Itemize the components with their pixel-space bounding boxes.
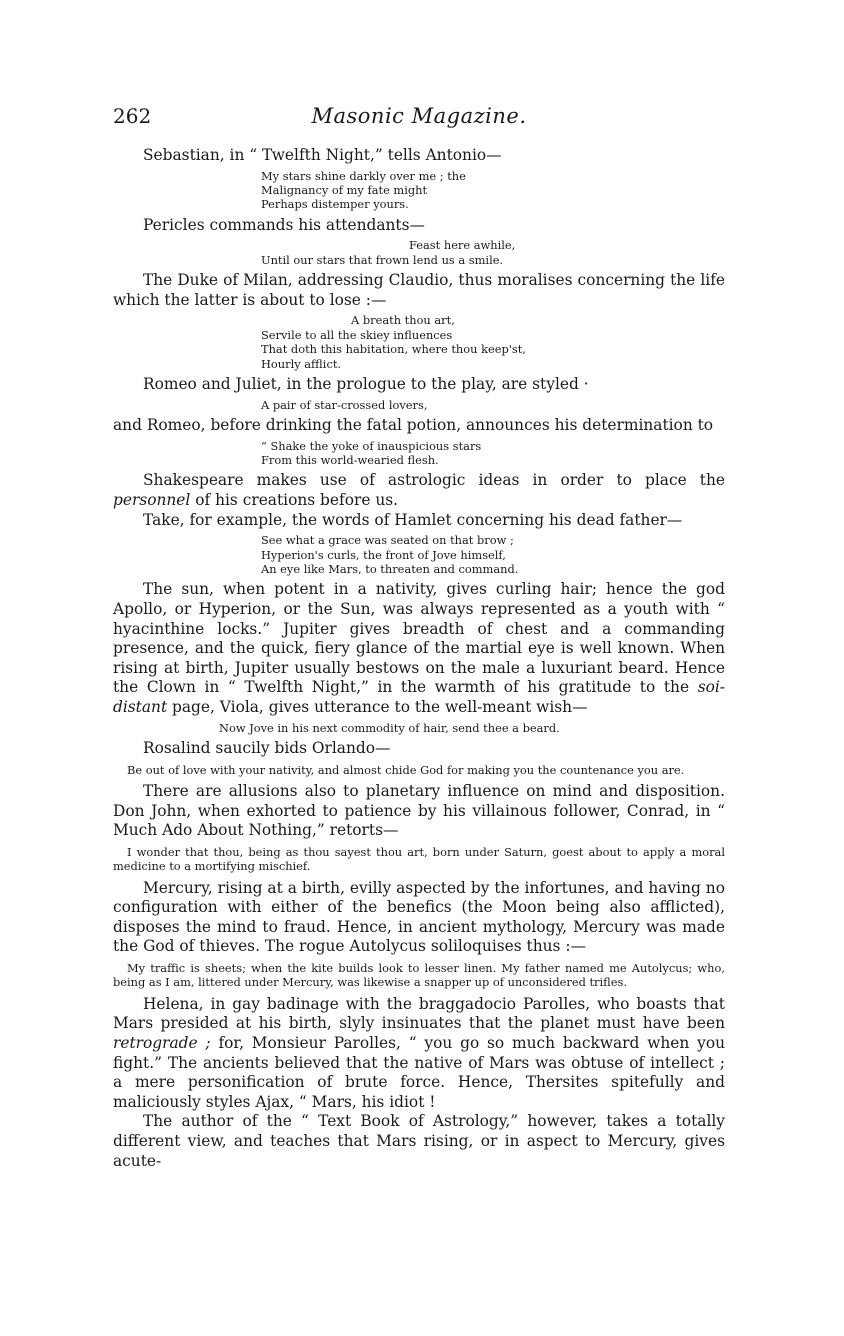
text-run: Shakespeare makes use of astrologic ideas in order to place the <box>143 471 725 490</box>
verse-line: Hyperion's curls, the front of Jove himself, <box>261 547 506 562</box>
paragraph: There are allusions also to planetary influence on mind and disposition. Don John, when exhorted to patience by his villainous follower, Conrad, in “ Much Ado About Nothing,” retorts— <box>113 782 725 840</box>
italic-text: retrograde ; <box>113 1033 211 1052</box>
verse-line: Perhaps distemper yours. <box>261 197 409 212</box>
paragraph: Sebastian, in “ Twelfth Night,” tells Antonio— <box>143 146 502 164</box>
paragraph: The Duke of Milan, addressing Claudio, thus moralises concerning the life which the latter is about to lose :— <box>113 271 725 309</box>
verse-line: Hourly afflict. <box>261 356 342 371</box>
verse-quote <box>113 169 725 212</box>
text-run: page, Viola, gives utterance to the well-meant wish— <box>167 698 588 716</box>
page-header <box>113 104 725 134</box>
paragraph: and Romeo, before drinking the fatal potion, announces his determination to <box>113 416 714 435</box>
verse-quote <box>113 721 725 735</box>
paragraph: Romeo and Juliet, in the prologue to the play, are styled · <box>143 375 589 394</box>
verse-quote <box>113 533 725 576</box>
paragraph: Rosalind saucily bids Orlando— <box>143 739 391 757</box>
text-run: The sun, when potent in a nativity, gives curling hair; hence the god Apollo, or Hyperion, or the Sun, was always represented as a youth with “ hyacinthine locks.” Jupiter gives breadth of chest and a commanding presence, and the quick, fiery glance of the martial eye is well known. When rising at birth, Jupiter usually bestows on the male a luxuriant beard. Hence the Clown in “ Twelfth Night,” in the warmth of his gratitude to the <box>113 580 725 697</box>
verse-quote <box>113 398 725 412</box>
verse-line: Servile to all the skiey influences <box>261 327 453 342</box>
verse-line: A pair of star-crossed lovers, <box>261 397 428 412</box>
paragraph: Pericles commands his attendants— <box>143 215 425 234</box>
verse-line: “ Shake the yoke of inauspicious stars <box>261 438 482 453</box>
verse-line: Now Jove in his next commodity of hair, send thee a beard. <box>219 720 560 735</box>
running-title: Masonic Magazine. <box>311 104 527 128</box>
text-run: for, Monsieur Parolles, “ you go so much backward when you fight.” The ancients believed that the native of Mars was obtuse of intellect ; a mere personification of brute force. Hence, Thersites spitefully and maliciously styles Ajax, “ Mars, his idiot ! <box>113 1033 725 1111</box>
verse-quote <box>113 238 725 267</box>
page-number: 262 <box>113 104 152 128</box>
verse-quote <box>113 313 725 371</box>
prose-quote: I wonder that thou, being as thou sayest thou art, born under Saturn, goest about to apply a moral medicine to a mortifying mischief. <box>113 844 725 874</box>
text-run: Helena, in gay badinage with the braggadocio Parolles, who boasts that Mars presided at his birth, slyly insinuates that the planet must have been <box>113 994 725 1033</box>
verse-line: An eye like Mars, to threaten and command. <box>261 562 519 577</box>
paragraph <box>113 471 725 510</box>
verse-line: See what a grace was seated on that brow ; <box>261 533 514 548</box>
italic-text: soi-distant <box>113 678 725 716</box>
verse-quote <box>113 439 725 468</box>
prose-quote: My traffic is sheets; when the kite builds look to lesser linen. My father named me Autolycus; who, being as I am, littered under Mercury, was likewise a snapper up of unconsidered trifles. <box>113 960 725 990</box>
verse-line: Malignancy of my fate might <box>261 183 428 197</box>
paragraph: Take, for example, the words of Hamlet concerning his dead father— <box>143 510 683 529</box>
verse-line: My stars shine darkly over me ; the <box>261 168 466 183</box>
text-run: of his creations before us. <box>190 491 399 510</box>
verse-line: A breath thou art, <box>351 313 455 328</box>
article-body <box>113 146 725 1171</box>
paragraph: Mercury, rising at a birth, evilly aspected by the infortunes, and having no configuration with either of the benefics (the Moon being also afflicted), disposes the mind to fraud. Hence, in ancient mythology, Mercury was made the God of thieves. The rogue Autolycus soliloquises thus :— <box>113 878 725 956</box>
paragraph <box>113 580 725 717</box>
verse-line: Feast here awhile, <box>409 238 516 253</box>
prose-quote: Be out of love with your nativity, and almost chide God for making you the countenance you are. <box>127 762 685 777</box>
italic-text: personnel <box>113 491 191 510</box>
verse-line: That doth this habitation, where thou keep'st, <box>261 342 526 357</box>
verse-line: Until our stars that frown lend us a smile. <box>261 252 504 267</box>
verse-line: From this world-wearied flesh. <box>261 453 439 468</box>
paragraph: The author of the “ Text Book of Astrology,” however, takes a totally different view, and teaches that Mars rising, or in aspect to Mercury, gives acute- <box>113 1112 725 1170</box>
paragraph <box>113 995 725 1113</box>
